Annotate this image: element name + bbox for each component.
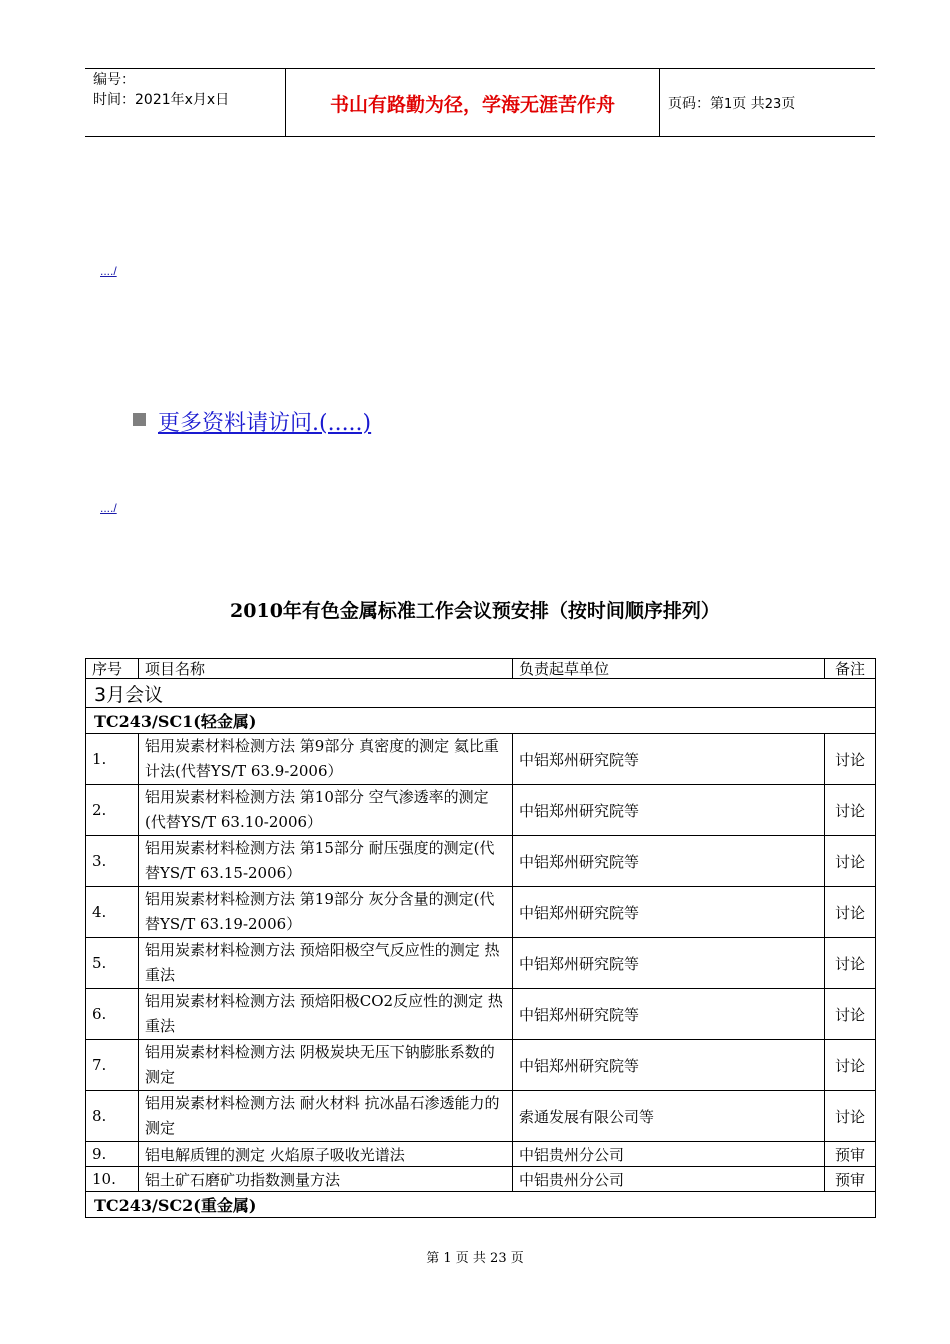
row-note: 讨论	[825, 734, 876, 785]
table-row	[86, 887, 876, 938]
header-motto: 书山有路勤为径，学海无涯苦作舟	[329, 94, 615, 116]
date-label: 时间：2021年x月x日	[93, 92, 230, 108]
row-no: 8.	[86, 1091, 139, 1142]
top-link[interactable]: ..../	[100, 264, 117, 278]
page-label: 页码：第	[668, 96, 724, 112]
row-no: 2.	[86, 785, 139, 836]
page-total: 23	[764, 97, 782, 112]
header-no: 序号	[86, 659, 139, 679]
table-row	[86, 836, 876, 887]
page-end: 页	[781, 96, 796, 112]
row-name: 铝用炭素材料检测方法 第10部分 空气渗透率的测定(代替YS/T 63.10-2006）	[139, 785, 513, 836]
header-unit: 负责起草单位	[513, 659, 825, 679]
row-note: 讨论	[825, 1091, 876, 1142]
month-label: 3月会议	[86, 679, 876, 708]
page-mid: 页 共	[732, 96, 765, 112]
page-footer: 第 1 页 共 23 页	[426, 1251, 524, 1266]
row-name: 铝用炭素材料检测方法 预焙阳极CO2反应性的测定 热重法	[139, 989, 513, 1040]
row-note: 预审	[825, 1167, 876, 1192]
row-no: 10.	[86, 1167, 139, 1192]
row-note: 讨论	[825, 887, 876, 938]
row-name: 铝土矿石磨矿功指数测量方法	[139, 1167, 513, 1192]
table-row	[86, 989, 876, 1040]
bottom-link[interactable]: ..../	[100, 501, 117, 515]
row-name: 铝用炭素材料检测方法 耐火材料 抗冰晶石渗透能力的测定	[139, 1091, 513, 1142]
row-name: 铝用炭素材料检测方法 第15部分 耐压强度的测定(代替YS/T 63.15-2006）	[139, 836, 513, 887]
row-no: 7.	[86, 1040, 139, 1091]
row-note: 预审	[825, 1142, 876, 1167]
row-unit: 中铝郑州研究院等	[513, 887, 825, 938]
row-unit: 中铝郑州研究院等	[513, 734, 825, 785]
row-unit: 中铝郑州研究院等	[513, 836, 825, 887]
table-row	[86, 1167, 876, 1192]
schedule-table	[85, 658, 876, 1218]
header-note: 备注	[825, 659, 876, 679]
row-no: 1.	[86, 734, 139, 785]
group-label-sc2: TC243/SC2(重金属)	[86, 1192, 876, 1218]
square-bullet-icon	[133, 413, 146, 426]
group-label-sc1: TC243/SC1(轻金属)	[86, 708, 876, 734]
row-name: 铝用炭素材料检测方法 第19部分 灰分含量的测定(代替YS/T 63.19-2006）	[139, 887, 513, 938]
table-row	[86, 785, 876, 836]
row-note: 讨论	[825, 1040, 876, 1091]
header-project: 项目名称	[139, 659, 513, 679]
header-page-info	[668, 93, 795, 113]
row-name: 铝用炭素材料检测方法 阴极炭块无压下钠膨胀系数的测定	[139, 1040, 513, 1091]
header-top-rule	[85, 68, 875, 69]
row-no: 6.	[86, 989, 139, 1040]
header-meta	[93, 70, 229, 110]
code-label: 编号：	[93, 72, 135, 88]
row-unit: 中铝郑州研究院等	[513, 1040, 825, 1091]
row-unit: 中铝郑州研究院等	[513, 785, 825, 836]
group-row	[86, 708, 876, 734]
table-row	[86, 938, 876, 989]
table-row	[86, 1091, 876, 1142]
row-no: 4.	[86, 887, 139, 938]
row-no: 5.	[86, 938, 139, 989]
table-row	[86, 1142, 876, 1167]
month-row	[86, 679, 876, 708]
row-no: 3.	[86, 836, 139, 887]
header-divider-right	[659, 68, 660, 136]
promo-link[interactable]: 更多资料请访问.(.....)	[158, 411, 372, 436]
row-note: 讨论	[825, 938, 876, 989]
row-note: 讨论	[825, 785, 876, 836]
row-note: 讨论	[825, 989, 876, 1040]
page-number: 1	[724, 97, 733, 112]
row-name: 铝用炭素材料检测方法 第9部分 真密度的测定 氦比重计法(代替YS/T 63.9-2006）	[139, 734, 513, 785]
table-row	[86, 1040, 876, 1091]
table-row	[86, 734, 876, 785]
row-unit: 中铝郑州研究院等	[513, 989, 825, 1040]
row-no: 9.	[86, 1142, 139, 1167]
row-unit: 中铝郑州研究院等	[513, 938, 825, 989]
header-bottom-rule	[85, 136, 875, 137]
group-row	[86, 1192, 876, 1218]
row-name: 铝电解质锂的测定 火焰原子吸收光谱法	[139, 1142, 513, 1167]
row-unit: 中铝贵州分公司	[513, 1167, 825, 1192]
row-unit: 中铝贵州分公司	[513, 1142, 825, 1167]
row-name: 铝用炭素材料检测方法 预焙阳极空气反应性的测定 热重法	[139, 938, 513, 989]
row-note: 讨论	[825, 836, 876, 887]
document-title: 2010年有色金属标准工作会议预安排（按时间顺序排列）	[230, 600, 720, 622]
row-unit: 索通发展有限公司等	[513, 1091, 825, 1142]
table-header-row	[86, 659, 876, 679]
